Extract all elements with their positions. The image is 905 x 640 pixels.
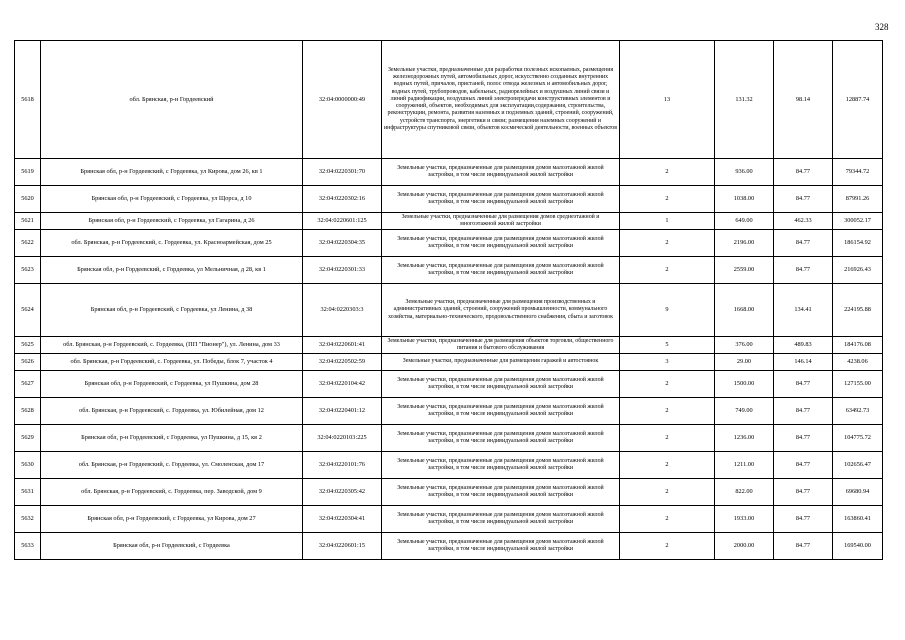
land-use-cell: Земельные участки, предназначенные для размещения домов малоэтажной жилой застройки, в том числе индивидуальной жилой застройки — [382, 230, 620, 257]
rate-cell: 146.14 — [774, 354, 833, 371]
cadastral-value-cell: 79344.72 — [833, 159, 883, 186]
group-cell: 9 — [620, 284, 715, 337]
land-use-cell: Земельные участки, предназначенные для размещения домов малоэтажной жилой застройки, в том числе индивидуальной жилой застройки — [382, 479, 620, 506]
area-cell: 2196.00 — [715, 230, 774, 257]
land-use-cell: Земельные участки, предназначенные для размещения домов малоэтажной жилой застройки, в том числе индивидуальной жилой застройки — [382, 186, 620, 213]
table-row — [15, 533, 883, 560]
address-cell: Брянская обл, р-н Гордеевский, с Гордеевка, ул Мельничная, д 28, кв 1 — [41, 257, 303, 284]
group-cell: 1 — [620, 213, 715, 230]
cadastral-number-cell: 32:04:0220601:41 — [303, 337, 382, 354]
group-cell: 2 — [620, 257, 715, 284]
address-cell: обл. Брянская, р-н Гордеевский, с. Гордеевка, (ПП "Пионер"), ул. Ленина, дом 33 — [41, 337, 303, 354]
cadastral-value-cell: 127155.00 — [833, 371, 883, 398]
cadastral-number-cell: 32:04:0220305:42 — [303, 479, 382, 506]
group-cell: 3 — [620, 354, 715, 371]
table-row — [15, 371, 883, 398]
table-row — [15, 506, 883, 533]
area-cell: 936.00 — [715, 159, 774, 186]
table-row — [15, 354, 883, 371]
cadastral-number-cell: 32:04:0220304:41 — [303, 506, 382, 533]
rate-cell: 84.77 — [774, 257, 833, 284]
land-use-cell: Земельные участки, предназначенные для размещения домов малоэтажной жилой застройки, в том числе индивидуальной жилой застройки — [382, 398, 620, 425]
table-row — [15, 159, 883, 186]
cadastral-value-cell: 4238.06 — [833, 354, 883, 371]
rate-cell: 84.77 — [774, 159, 833, 186]
address-cell: Брянская обл, р-н Гордеевский, с Гордеевка, ул Кирова, дом 26, кв 1 — [41, 159, 303, 186]
table-row — [15, 452, 883, 479]
table-row — [15, 186, 883, 213]
group-cell: 2 — [620, 425, 715, 452]
row-number-cell: 5624 — [15, 284, 41, 337]
table-row — [15, 41, 883, 159]
table-row — [15, 213, 883, 230]
address-cell: Брянская обл, р-н Гордеевский, с Гордеевка, ул Ленина, д 38 — [41, 284, 303, 337]
cadastral-number-cell: 32:04:0220103:225 — [303, 425, 382, 452]
cadastral-value-cell: 12887.74 — [833, 41, 883, 159]
rate-cell: 84.77 — [774, 533, 833, 560]
cadastral-number-cell: 32:04:0220401:12 — [303, 398, 382, 425]
cadastral-value-table — [14, 40, 883, 560]
table-row — [15, 398, 883, 425]
row-number-cell: 5618 — [15, 41, 41, 159]
row-number-cell: 5621 — [15, 213, 41, 230]
row-number-cell: 5632 — [15, 506, 41, 533]
group-cell: 2 — [620, 533, 715, 560]
group-cell: 2 — [620, 398, 715, 425]
rate-cell: 84.77 — [774, 506, 833, 533]
area-cell: 131.32 — [715, 41, 774, 159]
page-number: 328 — [875, 22, 889, 32]
cadastral-number-cell: 32:04:0220502:59 — [303, 354, 382, 371]
row-number-cell: 5619 — [15, 159, 41, 186]
land-use-cell: Земельные участки, предназначенные для размещения гаражей и автостоянок — [382, 354, 620, 371]
table-body — [15, 41, 883, 560]
land-use-cell: Земельные участки, предназначенные для размещения объектов торговли, общественного питания и бытового обслуживания — [382, 337, 620, 354]
land-use-cell: Земельные участки, предназначенные для размещения домов малоэтажной жилой застройки, в том числе индивидуальной жилой застройки — [382, 506, 620, 533]
address-cell: обл. Брянская, р-н Гордеевский, с. Гордеевка, пер. Заводской, дом 9 — [41, 479, 303, 506]
row-number-cell: 5633 — [15, 533, 41, 560]
land-use-cell: Земельные участки, предназначенные для размещения домов малоэтажной жилой застройки, в том числе индивидуальной жилой застройки — [382, 452, 620, 479]
group-cell: 2 — [620, 186, 715, 213]
area-cell: 1668.00 — [715, 284, 774, 337]
address-cell: обл. Брянская, р-н Гордеевский, с. Гордеевка, ул. Красноармейская, дом 25 — [41, 230, 303, 257]
cadastral-value-cell: 224195.88 — [833, 284, 883, 337]
group-cell: 2 — [620, 371, 715, 398]
rate-cell: 84.77 — [774, 186, 833, 213]
rate-cell: 84.77 — [774, 371, 833, 398]
rate-cell: 98.14 — [774, 41, 833, 159]
cadastral-number-cell: 32:04:0220104:42 — [303, 371, 382, 398]
area-cell: 29.00 — [715, 354, 774, 371]
cadastral-value-cell: 104775.72 — [833, 425, 883, 452]
area-cell: 1500.00 — [715, 371, 774, 398]
area-cell: 649.00 — [715, 213, 774, 230]
group-cell: 5 — [620, 337, 715, 354]
rate-cell: 84.77 — [774, 398, 833, 425]
cadastral-value-cell: 63492.73 — [833, 398, 883, 425]
table-row — [15, 425, 883, 452]
rate-cell: 134.41 — [774, 284, 833, 337]
cadastral-number-cell: 32:04:0220101:76 — [303, 452, 382, 479]
row-number-cell: 5631 — [15, 479, 41, 506]
cadastral-value-cell: 300052.17 — [833, 213, 883, 230]
cadastral-value-cell: 184176.08 — [833, 337, 883, 354]
land-use-cell: Земельные участки, предназначенные для размещения домов малоэтажной жилой застройки, в том числе индивидуальной жилой застройки — [382, 159, 620, 186]
area-cell: 1933.00 — [715, 506, 774, 533]
land-use-cell: Земельные участки, предназначенные для размещения домов малоэтажной жилой застройки, в том числе индивидуальной жилой застройки — [382, 257, 620, 284]
cadastral-value-cell: 169540.00 — [833, 533, 883, 560]
address-cell: Брянская обл, р-н Гордеевский, с Гордеевка, ул Кирова, дом 27 — [41, 506, 303, 533]
group-cell: 13 — [620, 41, 715, 159]
rate-cell: 84.77 — [774, 230, 833, 257]
cadastral-value-cell: 87991.26 — [833, 186, 883, 213]
land-use-cell: Земельные участки, предназначенные для размещения домов среднеэтажной и многоэтажной жилой застройки — [382, 213, 620, 230]
area-cell: 376.00 — [715, 337, 774, 354]
group-cell: 2 — [620, 159, 715, 186]
address-cell: Брянская обл, р-н Гордеевский, с Гордеевка, ул Гагарина, д 26 — [41, 213, 303, 230]
row-number-cell: 5626 — [15, 354, 41, 371]
cadastral-number-cell: 32:04:0220601:15 — [303, 533, 382, 560]
row-number-cell: 5628 — [15, 398, 41, 425]
cadastral-value-cell: 216926.43 — [833, 257, 883, 284]
land-use-cell: Земельные участки, предназначенные для разработки полезных ископаемых, размещения железнодорожных путей, автомобильных дорог, искусственно созданных внутренних водных путей, причалов, пристаней, полос отвода железных и автомобильных дорог, водных путей, трубопроводов, кабельных, радиорелейных и воздушных линий связи и линий радиофикации, воздушных линий электропередачи конструктивных элементов и сооружений, объектов, необходимых для эксплуатации,содержания, строительства, реконструкции, ремонта, развития наземных и подземных зданий, строений, сооружений, устройств транспорта, энергетики и связи; размещения наземных сооружений и инфраструктуры спутниковой связи, объектов космической деятельности, военных объектов — [382, 41, 620, 159]
group-cell: 2 — [620, 479, 715, 506]
rate-cell: 489.83 — [774, 337, 833, 354]
cadastral-number-cell: 32:04:0220601:125 — [303, 213, 382, 230]
area-cell: 2559.00 — [715, 257, 774, 284]
table-row — [15, 337, 883, 354]
land-use-cell: Земельные участки, предназначенные для размещения домов малоэтажной жилой застройки, в том числе индивидуальной жилой застройки — [382, 371, 620, 398]
address-cell: обл. Брянская, р-н Гордеевский, с. Гордеевка, ул. Смоленская, дом 17 — [41, 452, 303, 479]
area-cell: 1236.00 — [715, 425, 774, 452]
address-cell: обл. Брянская, р-н Гордеевский, с. Гордеевка, ул. Юбилейная, дом 12 — [41, 398, 303, 425]
group-cell: 2 — [620, 452, 715, 479]
address-cell: Брянская обл, р-н Гордеевский, с Гордеевка — [41, 533, 303, 560]
table-row — [15, 479, 883, 506]
cadastral-value-cell: 102656.47 — [833, 452, 883, 479]
row-number-cell: 5620 — [15, 186, 41, 213]
area-cell: 822.00 — [715, 479, 774, 506]
row-number-cell: 5625 — [15, 337, 41, 354]
rate-cell: 84.77 — [774, 452, 833, 479]
address-cell: Брянская обл, р-н Гордеевский, с Гордеевка, ул Пушкина, д 15, кв 2 — [41, 425, 303, 452]
table-row — [15, 230, 883, 257]
cadastral-number-cell: 32:04:0220303:3 — [303, 284, 382, 337]
cadastral-number-cell: 32:04:0220302:16 — [303, 186, 382, 213]
cadastral-value-cell: 186154.92 — [833, 230, 883, 257]
row-number-cell: 5622 — [15, 230, 41, 257]
cadastral-number-cell: 32:04:0220301:70 — [303, 159, 382, 186]
land-use-cell: Земельные участки, предназначенные для размещения домов малоэтажной жилой застройки, в том числе индивидуальной жилой застройки — [382, 425, 620, 452]
cadastral-number-cell: 32:04:0220304:35 — [303, 230, 382, 257]
area-cell: 1211.00 — [715, 452, 774, 479]
rate-cell: 84.77 — [774, 425, 833, 452]
table-row — [15, 257, 883, 284]
rate-cell: 462.33 — [774, 213, 833, 230]
address-cell: Брянская обл, р-н Гордеевский, с Гордеевка, ул Щорса, д 10 — [41, 186, 303, 213]
group-cell: 2 — [620, 506, 715, 533]
area-cell: 1038.00 — [715, 186, 774, 213]
group-cell: 2 — [620, 230, 715, 257]
cadastral-value-cell: 69680.94 — [833, 479, 883, 506]
cadastral-number-cell: 32:04:0000000:49 — [303, 41, 382, 159]
rate-cell: 84.77 — [774, 479, 833, 506]
row-number-cell: 5629 — [15, 425, 41, 452]
row-number-cell: 5623 — [15, 257, 41, 284]
address-cell: обл. Брянская, р-н Гордеевский, с. Гордеевка, ул. Победы, блок 7, участок 4 — [41, 354, 303, 371]
cadastral-number-cell: 32:04:0220301:33 — [303, 257, 382, 284]
row-number-cell: 5630 — [15, 452, 41, 479]
area-cell: 2000.00 — [715, 533, 774, 560]
address-cell: обл. Брянская, р-н Гордеевский — [41, 41, 303, 159]
row-number-cell: 5627 — [15, 371, 41, 398]
address-cell: Брянская обл, р-н Гордеевский, с Гордеевка, ул Пушкина, дом 28 — [41, 371, 303, 398]
cadastral-value-cell: 163860.41 — [833, 506, 883, 533]
table-row — [15, 284, 883, 337]
area-cell: 749.00 — [715, 398, 774, 425]
land-use-cell: Земельные участки, предназначенные для размещения производственных и административных зданий, строений, сооружений промышленности, коммунального хозяйства, материально-технического, продовольственного снабжения, сбыта и заготовок — [382, 284, 620, 337]
land-use-cell: Земельные участки, предназначенные для размещения домов малоэтажной жилой застройки, в том числе индивидуальной жилой застройки — [382, 533, 620, 560]
